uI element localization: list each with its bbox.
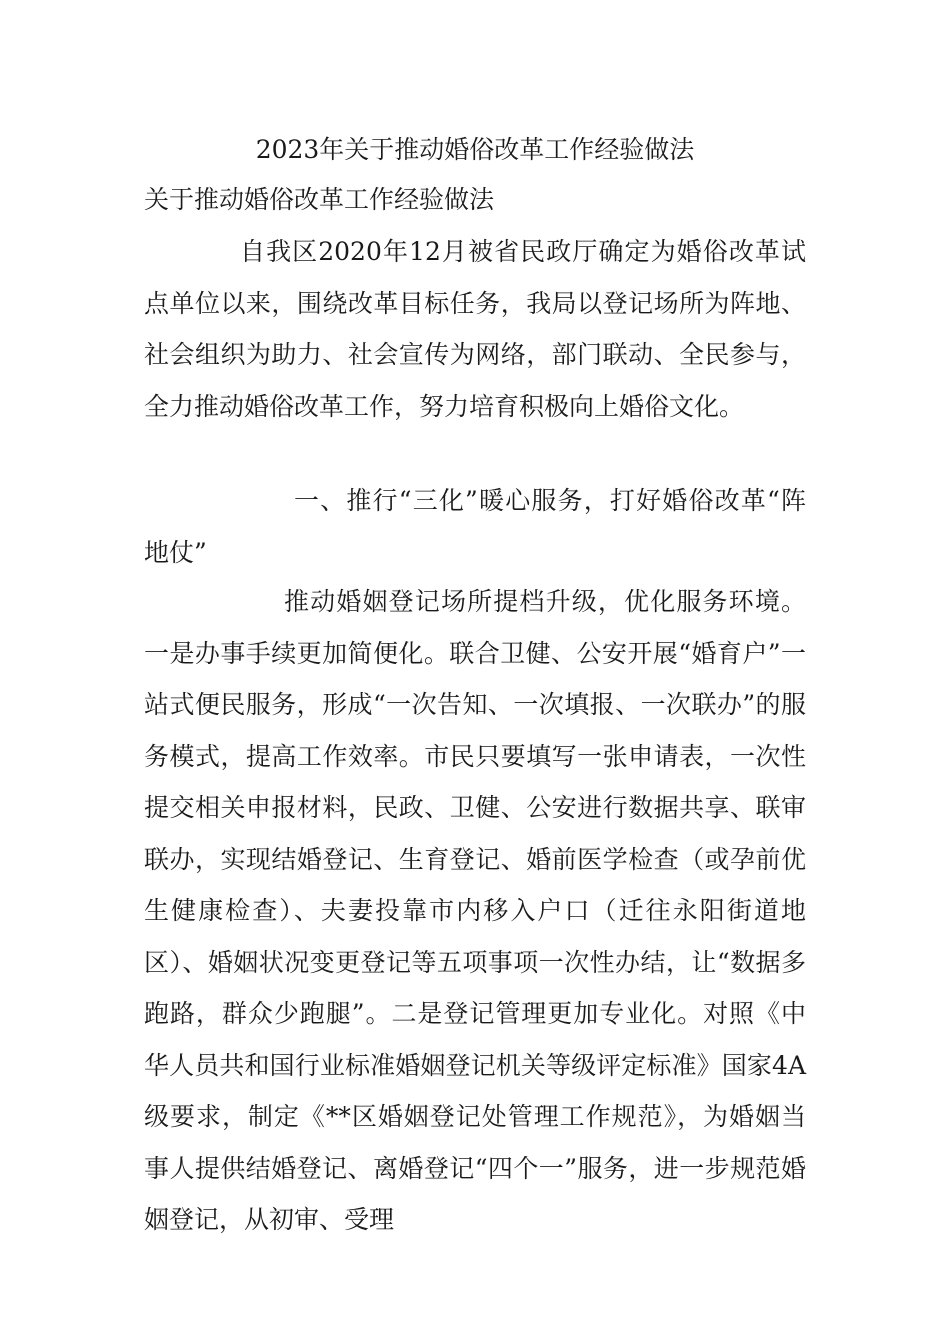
section-heading-1: 一、推行“三化”暖心服务，打好婚俗改革“阵地仗” [144,486,806,567]
paragraph-section-1: 推动婚姻登记场所提档升级，优化服务环境。一是办事手续更加简便化。联合卫健、公安开展“婚育户”一站式便民服务，形成“一次告知、一次填报、一次联办”的服务模式，提高工作效率。市民只要填写一张申请表，一次性提交相关申报材料，民政、卫健、公安进行数据共享、联审联办，实现结婚登记、生育登记、婚前医学检查（或孕前优生健康检查）、夫妻投靠市内移入户口（迁往永阳街道地区）、婚姻状况变更登记等五项事项一次性办结，让“数据多跑路，群众少跑腿”。二是登记管理更加专业化。对照《中华人员共和国行业标准婚姻登记机关等级评定标准》国家4A级要求，制定《**区婚姻登记处管理工作规范》，为婚姻当事人提供结婚登记、离婚登记“四个一”服务，进一步规范婚姻登记，从初审、受理 [144,587,806,1234]
document-subtitle: 关于推动婚俗改革工作经验做法 [144,185,495,214]
document-title: 2023年关于推动婚俗改革工作经验做法 [255,135,695,164]
paragraph-intro: 自我区2020年12月被省民政厅确定为婚俗改革试点单位以来，围绕改革目标任务，我局以登记场所为阵地、社会组织为助力、社会宣传为网络，部门联动、全民参与，全力推动婚俗改革工作，努力培育积极向上婚俗文化。 [144,237,806,421]
